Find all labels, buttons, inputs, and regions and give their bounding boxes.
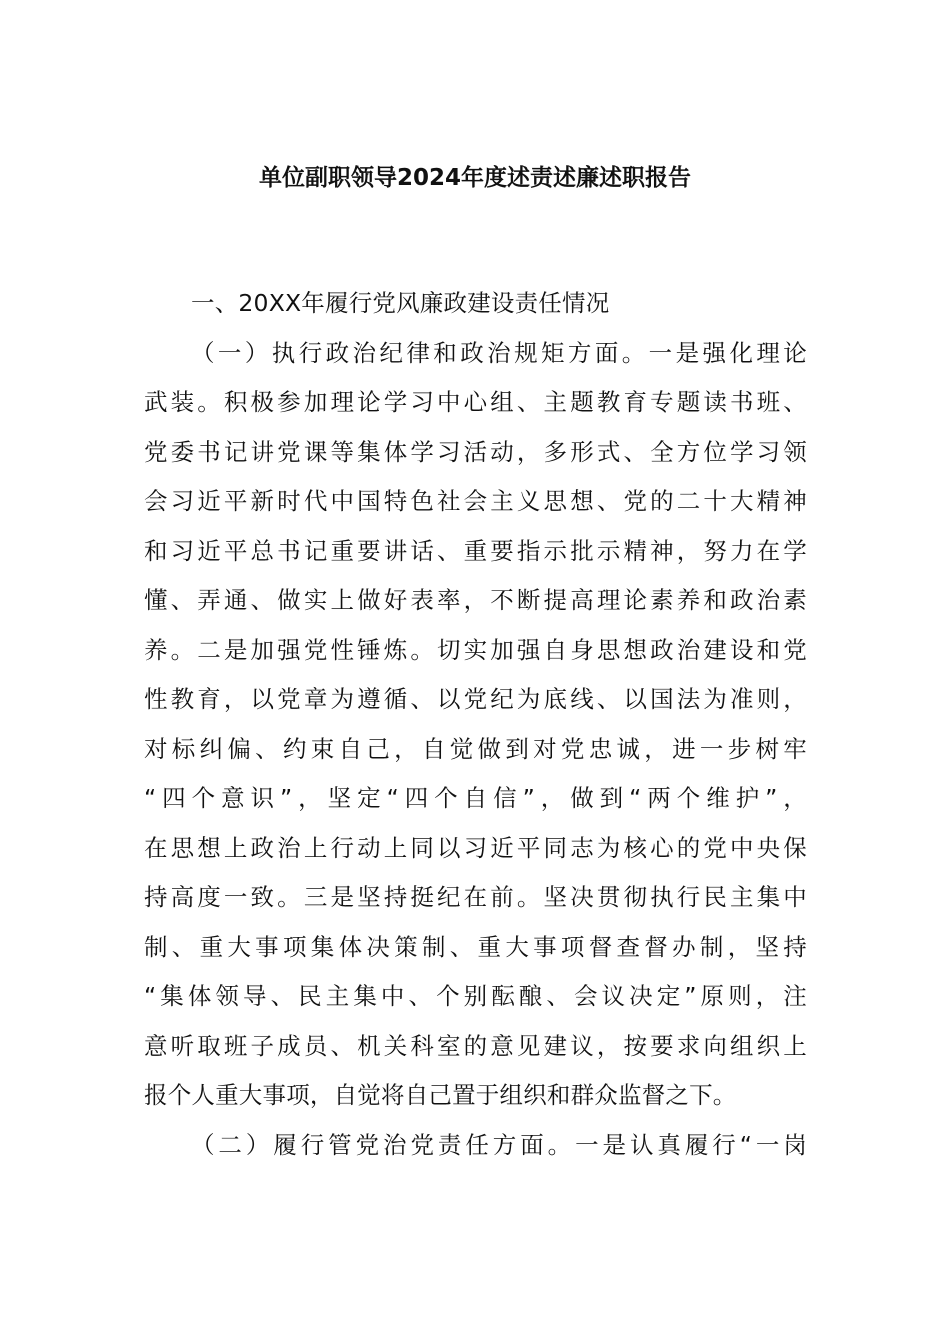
paragraph-line: 和习近平总书记重要讲话、重要指示批示精神，努力在学 [144, 536, 807, 565]
paragraph-line: “四个意识”，坚定“四个自信”，做到“两个维护”， [144, 784, 807, 812]
paragraph-line: 在思想上政治上行动上同以习近平同志为核心的党中央保 [144, 833, 807, 862]
paragraph-line: 会习近平新时代中国特色社会主义思想、党的二十大精神 [144, 487, 807, 515]
paragraph-line: 制、重大事项集体决策制、重大事项督查督办制，坚持 [144, 932, 807, 961]
paragraph-line: 意听取班子成员、机关科室的意见建议，按要求向组织上 [144, 1031, 807, 1060]
paragraph-line: 性教育，以党章为遵循、以党纪为底线、以国法为准则， [144, 685, 807, 713]
section-heading-1: 一、20XX年履行党风廉政建设责任情况 [191, 289, 610, 317]
document-body [144, 279, 807, 1170]
document-title: 单位副职领导2024年度述责述廉述职报告 [258, 165, 691, 191]
paragraph-line: 养。二是加强党性锤炼。切实加强自身思想政治建设和党 [144, 635, 807, 664]
paragraph-line: （二）履行管党治党责任方面。一是认真履行“一岗 [191, 1130, 807, 1159]
paragraph-line: 持高度一致。三是坚持挺纪在前。坚决贯彻执行民主集中 [144, 883, 807, 911]
paragraph-line: “集体领导、民主集中、个别酝酿、会议决定”原则，注 [144, 982, 807, 1010]
paragraph-line: 党委书记讲党课等集体学习活动，多形式、全方位学习领 [144, 437, 807, 466]
paragraph-line: 对标纠偏、约束自己，自觉做到对党忠诚，进一步树牢 [144, 734, 807, 763]
paragraph-line: 武装。积极参加理论学习中心组、主题教育专题读书班、 [144, 388, 807, 416]
paragraph-line: 懂、弄通、做实上做好表率，不断提高理论素养和政治素 [144, 586, 807, 614]
paragraph-line: 报个人重大事项，自觉将自己置于组织和群众监督之下。 [144, 1081, 737, 1109]
paragraph-line: （一）执行政治纪律和政治规矩方面。一是强化理论 [191, 338, 807, 367]
